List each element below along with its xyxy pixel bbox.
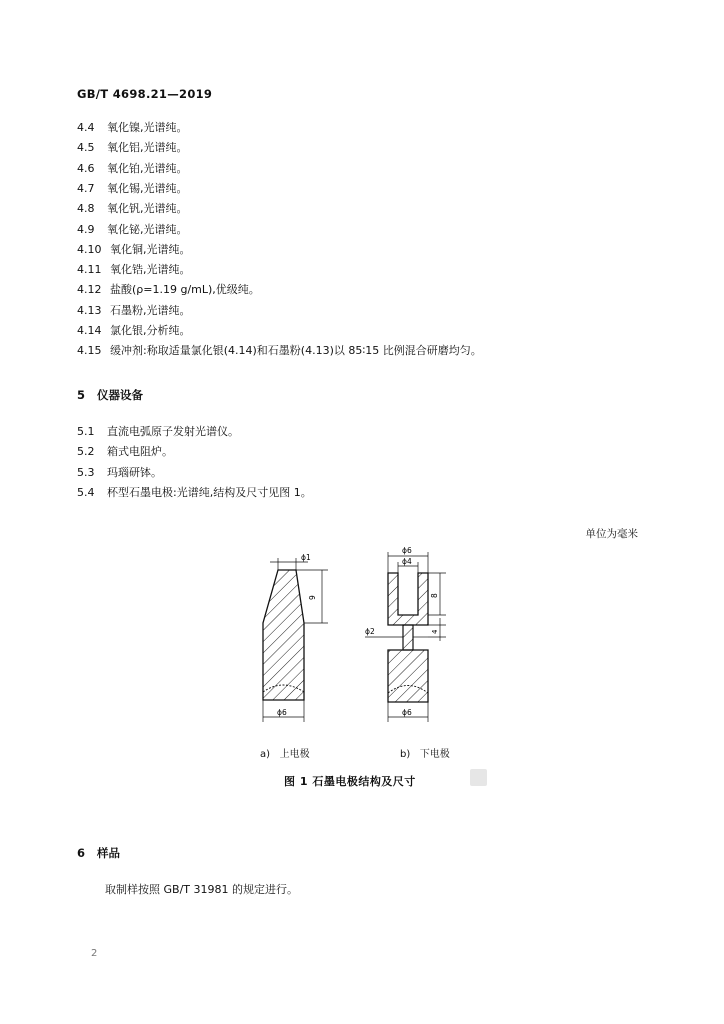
lower-electrode-neck (403, 625, 413, 650)
item-text: 氧化铋,光谱纯。 (107, 222, 188, 236)
item-number: 4.4 (77, 121, 95, 134)
item-number: 5.2 (77, 445, 95, 459)
item-number: 4.10 (77, 242, 102, 256)
item-text: 氧化镍,光谱纯。 (107, 121, 188, 134)
item-text: 氧化钒,光谱纯。 (107, 202, 188, 216)
subcaption-b-label: b) (400, 749, 411, 760)
list-item (77, 243, 191, 257)
upper-electrode-body (263, 570, 304, 700)
list-item (77, 223, 188, 237)
item-text: 直流电弧原子发射光谱仪。 (107, 425, 239, 438)
item-number: 4.12 (77, 283, 102, 297)
item-text: 氧化铂,光谱纯。 (107, 161, 188, 175)
lower-dim-inner: ϕ4 (402, 557, 412, 566)
item-text: 氧化锡,光谱纯。 (107, 181, 188, 195)
list-item (77, 344, 482, 358)
lower-dim-neck: ϕ2 (365, 627, 375, 636)
list-item (77, 121, 188, 135)
item-text: 氧化铝,光谱纯。 (107, 141, 188, 155)
list-item (77, 182, 188, 196)
section6-number: 6 (77, 846, 86, 860)
list-item (77, 162, 188, 176)
item-text: 缓冲剂:称取适量氯化银(4.14)和石墨粉(4.13)以 85∶15 比例混合研磨均匀。 (110, 344, 482, 358)
subcaption-a-label: a) (260, 749, 271, 760)
list-item (77, 141, 188, 155)
list-item (77, 466, 162, 480)
item-number: 4.5 (77, 141, 95, 155)
item-text: 石墨粉,光谱纯。 (110, 303, 191, 317)
item-number: 4.11 (77, 263, 102, 277)
section5-title: 仪器设备 (97, 388, 143, 402)
lower-electrode-base (388, 650, 428, 702)
section6-heading (77, 845, 120, 861)
item-number: 5.1 (77, 425, 95, 438)
list-item (77, 425, 239, 439)
lower-electrode-cup (388, 573, 428, 625)
item-text: 杯型石墨电极:光谱纯,结构及尺寸见图 1。 (107, 485, 312, 499)
section6-paragraph: 取制样按照 GB/T 31981 的规定进行。 (105, 883, 298, 896)
item-number: 4.8 (77, 202, 95, 216)
item-number: 4.15 (77, 344, 102, 358)
list-item (77, 304, 191, 318)
item-text: 氧化锆,光谱纯。 (110, 263, 191, 277)
lower-dim-gap: 4 (431, 629, 439, 634)
item-number: 4.13 (77, 303, 102, 317)
upper-dim-top: ϕ1 (301, 553, 311, 562)
lower-dim-bottom: ϕ6 (402, 708, 412, 717)
section5-heading (77, 387, 143, 403)
item-text: 箱式电阻炉。 (107, 445, 173, 459)
section5-number: 5 (77, 388, 86, 402)
upper-dim-bottom: ϕ6 (277, 708, 287, 717)
item-number: 5.4 (77, 485, 95, 499)
item-text: 盐酸(ρ=1.19 g/mL),优级纯。 (110, 283, 260, 297)
standard-number: GB/T 4698.21—2019 (77, 87, 213, 101)
item-text: 氧化铜,光谱纯。 (110, 242, 191, 256)
unit-note: 单位为毫米 (585, 528, 638, 540)
electrode-figure (240, 540, 470, 740)
item-number: 4.9 (77, 222, 95, 236)
list-item (77, 202, 188, 216)
item-text: 玛瑙研钵。 (107, 465, 162, 479)
list-item (77, 263, 191, 277)
lower-dim-depth: 8 (430, 593, 439, 598)
list-item (77, 445, 173, 459)
item-number: 5.3 (77, 465, 95, 479)
item-number: 4.14 (77, 324, 102, 337)
list-item (77, 486, 312, 500)
list-item (77, 324, 191, 338)
lower-electrode-drawing (365, 546, 446, 722)
figure-caption: 图 1 石墨电极结构及尺寸 (284, 775, 416, 788)
gray-marker (470, 769, 487, 786)
item-number: 4.7 (77, 181, 95, 195)
subcaption-a (260, 745, 310, 760)
upper-electrode-drawing (263, 553, 328, 722)
subcaption-a-text: 上电极 (279, 749, 310, 760)
subcaption-b-text: 下电极 (419, 749, 450, 760)
item-number: 4.6 (77, 161, 95, 175)
lower-dim-outer: ϕ6 (402, 546, 412, 555)
page-number: 2 (91, 948, 98, 959)
upper-dim-side: 9 (308, 595, 317, 600)
item-text: 氯化银,分析纯。 (110, 324, 191, 337)
list-item (77, 283, 260, 297)
subcaption-b (400, 745, 450, 760)
section6-title: 样品 (97, 846, 120, 860)
